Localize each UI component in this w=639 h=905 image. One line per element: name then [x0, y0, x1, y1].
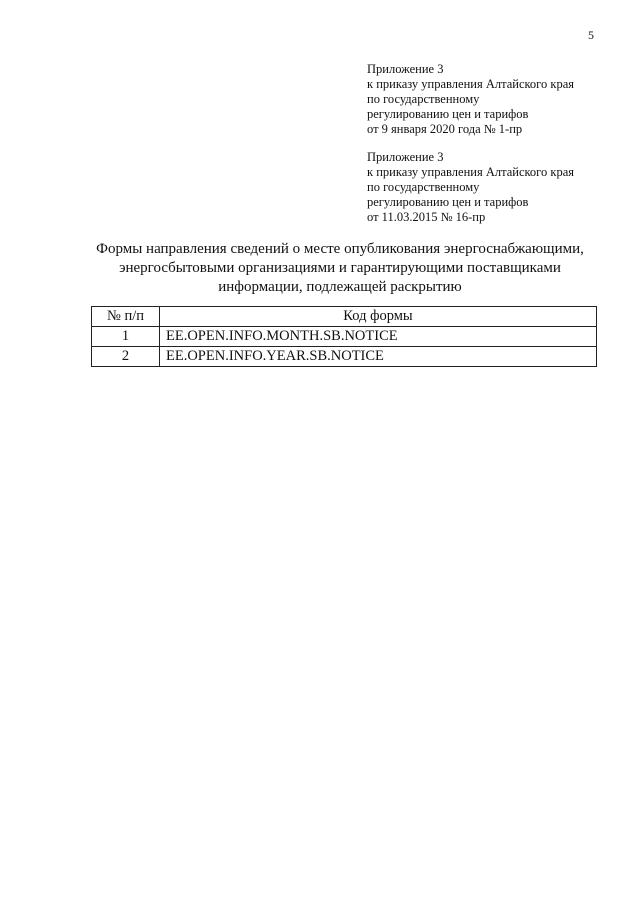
- row-number-cell: 1: [92, 327, 160, 347]
- column-header-number: № п/п: [92, 307, 160, 327]
- appendix-line: по государственному: [367, 180, 480, 194]
- form-code-cell: EE.OPEN.INFO.YEAR.SB.NOTICE: [160, 347, 597, 367]
- appendix-line: к приказу управления Алтайского края: [367, 165, 574, 179]
- appendix-line: к приказу управления Алтайского края: [367, 77, 574, 91]
- form-code-cell: EE.OPEN.INFO.MONTH.SB.NOTICE: [160, 327, 597, 347]
- appendix-line: от 9 января 2020 года № 1-пр: [367, 122, 523, 136]
- appendix-block-current: [367, 62, 617, 137]
- forms-table: [91, 306, 597, 367]
- appendix-line: регулированию цен и тарифов: [367, 195, 529, 209]
- document-title: [60, 240, 620, 297]
- title-line: информации, подлежащей раскрытию: [218, 279, 462, 295]
- appendix-line: от 11.03.2015 № 16-пр: [367, 210, 486, 224]
- page-number: 5: [588, 28, 594, 42]
- appendix-line: по государственному: [367, 92, 480, 106]
- column-header-code: Код формы: [160, 307, 597, 327]
- appendix-block-previous: [367, 150, 617, 225]
- table-header-row: [92, 307, 597, 327]
- appendix-line: регулированию цен и тарифов: [367, 107, 529, 121]
- row-number-cell: 2: [92, 347, 160, 367]
- appendix-line: Приложение 3: [367, 62, 444, 76]
- table-row: [92, 347, 597, 367]
- table-row: [92, 327, 597, 347]
- title-line: Формы направления сведений о месте опубликования энергоснабжающими,: [96, 241, 584, 257]
- title-line: энергосбытовыми организациями и гарантирующими поставщиками: [119, 260, 561, 276]
- appendix-line: Приложение 3: [367, 150, 444, 164]
